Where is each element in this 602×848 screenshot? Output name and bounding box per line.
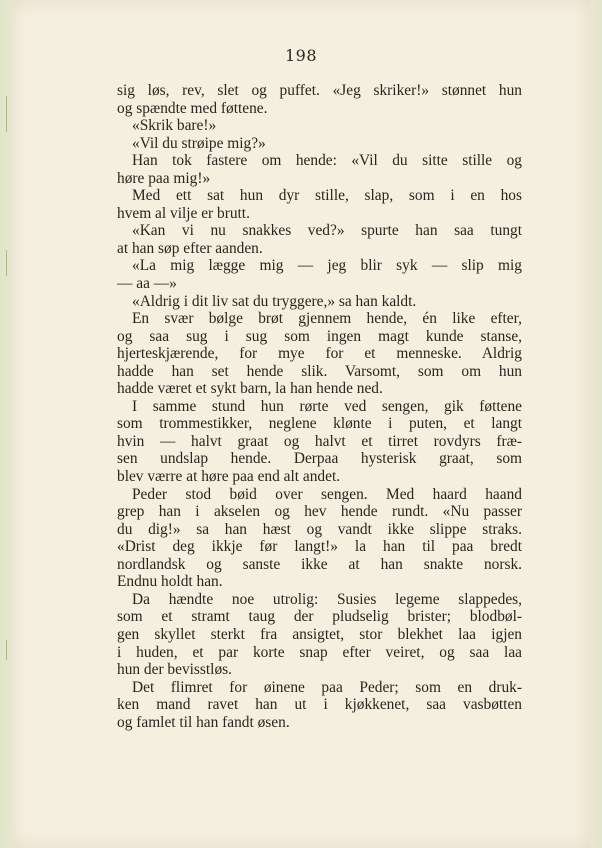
text-line: Med ett sat hun dyr stille, slap, som i en hos — [132, 187, 522, 205]
text-line: sig løs, rev, slet og puffet. «Jeg skriker!» stønnet hun — [117, 82, 522, 99]
text-line: Da hændte noe utrolig: Susies legeme slappedes, — [132, 590, 522, 608]
text-line: og famlet til han fandt øsen. — [117, 713, 290, 731]
text-line: «Skrik bare!» — [132, 117, 217, 135]
text-line: hadde han set hende slik. Varsomt, som om hun — [117, 362, 522, 380]
body-text — [117, 82, 522, 731]
text-line: hvem al vilje er brutt. — [117, 204, 250, 222]
text-line: høre paa mig!» — [117, 169, 211, 187]
spine-mark — [6, 250, 7, 276]
text-line: nordlandsk og sanste ikke at han snakte norsk. — [117, 555, 522, 573]
text-line: og spændte med føttene. — [117, 99, 268, 117]
text-line: og saa sug i sug som ingen magt kunde stanse, — [117, 327, 522, 345]
text-line: grep han i akselen og hev hende rundt. «Nu passer — [117, 503, 522, 521]
text-line: «Aldrig i dit liv sat du tryggere,» sa han kaldt. — [132, 292, 417, 310]
text-line: hadde været et sykt barn, la han hende ned. — [117, 380, 383, 398]
text-line: du dig!» sa han hæst og vandt ikke slippe straks. — [117, 520, 522, 538]
text-line: Peder stod bøid over sengen. Med haard haand — [132, 485, 522, 503]
text-line: I samme stund hun rørte ved sengen, gik føttene — [132, 397, 522, 415]
text-line: blev værre at høre paa end alt andet. — [117, 468, 341, 486]
text-line: at han søp efter aanden. — [117, 239, 263, 257]
text-line: som trommestikker, neglene klønte i puten, et langt — [117, 415, 522, 433]
text-line: En svær bølge brøt gjennem hende, én like efter, — [132, 310, 522, 328]
text-line: «Drist deg ikkje før langt!» la han til paa bredt — [117, 538, 522, 556]
right-page-edge — [590, 0, 602, 848]
text-line: «La mig lægge mig — jeg blir syk — slip mig — [132, 257, 522, 275]
text-line: Han tok fastere om hende: «Vil du sitte stille og — [132, 152, 522, 170]
text-line: ken mand ravet han ut i kjøkkenet, saa vasbøtten — [117, 696, 522, 714]
text-line: — aa —» — [117, 275, 177, 293]
text-line: hjerteskjærende, for mye for et menneske. Aldrig — [117, 345, 522, 363]
text-line: «Vil du strøipe mig?» — [132, 134, 266, 152]
spine-mark — [6, 640, 7, 660]
page-number: 198 — [284, 46, 318, 65]
text-line: hun der bevisstløs. — [117, 661, 232, 679]
text-line: Endnu holdt han. — [117, 573, 223, 591]
text-line: gen skyllet sterkt fra ansigtet, stor blekhet laa igjen — [117, 625, 522, 643]
text-line: i huden, et par korte snap efter veiret, og saa laa — [117, 643, 522, 661]
text-line: hvin — halvt graat og halvt et tirret rovdyrs fræ- — [117, 432, 522, 450]
text-line: «Kan vi nu snakkes ved?» spurte han saa tungt — [132, 222, 522, 240]
text-line: som et stramt taug der pludselig brister; blodbøl- — [117, 608, 522, 626]
spine-mark — [6, 96, 7, 132]
text-line: Det flimret for øinene paa Peder; som en druk- — [132, 678, 522, 696]
text-line: sen undslap hende. Derpaa hysterisk graat, som — [117, 450, 522, 468]
